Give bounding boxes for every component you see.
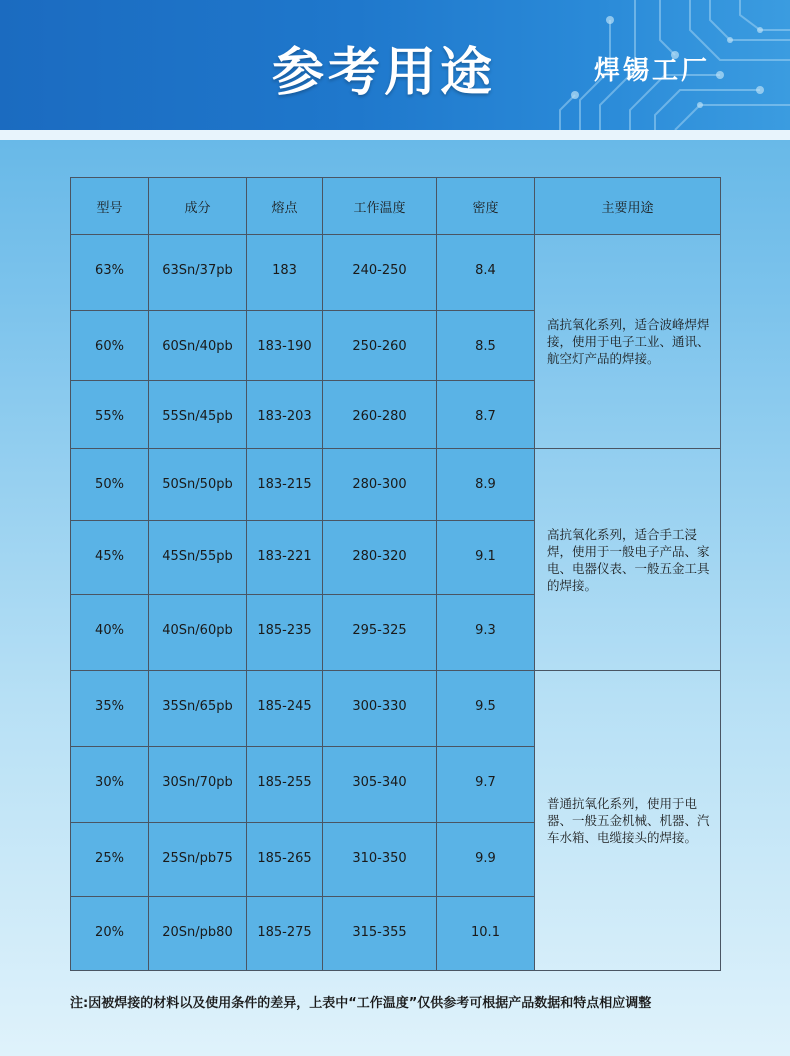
- column-header: 熔点: [247, 178, 323, 235]
- column-header: 成分: [149, 178, 247, 235]
- cell-composition: 25Sn/pb75: [149, 823, 247, 897]
- cell-model: 50%: [71, 449, 149, 521]
- cell-temp: 300-330: [323, 671, 437, 747]
- cell-melting: 185-265: [247, 823, 323, 897]
- cell-temp: 280-320: [323, 521, 437, 595]
- cell-temp: 250-260: [323, 311, 437, 381]
- cell-melting: 185-275: [247, 897, 323, 971]
- table-header-row: [71, 178, 721, 235]
- cell-density: 8.7: [437, 381, 535, 449]
- cell-melting: 185-245: [247, 671, 323, 747]
- header-banner: [0, 0, 790, 130]
- cell-model: 25%: [71, 823, 149, 897]
- cell-temp: 310-350: [323, 823, 437, 897]
- cell-density: 8.5: [437, 311, 535, 381]
- cell-density: 10.1: [437, 897, 535, 971]
- cell-melting: 185-235: [247, 595, 323, 671]
- column-header: 工作温度: [323, 178, 437, 235]
- cell-composition: 55Sn/45pb: [149, 381, 247, 449]
- cell-composition: 45Sn/55pb: [149, 521, 247, 595]
- cell-model: 35%: [71, 671, 149, 747]
- cell-composition: 35Sn/65pb: [149, 671, 247, 747]
- column-header: 密度: [437, 178, 535, 235]
- spec-table: [70, 177, 721, 971]
- cell-density: 9.3: [437, 595, 535, 671]
- cell-composition: 50Sn/50pb: [149, 449, 247, 521]
- header-divider: [0, 130, 790, 140]
- cell-temp: 305-340: [323, 747, 437, 823]
- cell-composition: 63Sn/37pb: [149, 235, 247, 311]
- cell-density: 9.5: [437, 671, 535, 747]
- cell-density: 9.1: [437, 521, 535, 595]
- cell-composition: 60Sn/40pb: [149, 311, 247, 381]
- table-row: [71, 671, 721, 747]
- column-header: 型号: [71, 178, 149, 235]
- page-title: 参考用途: [272, 43, 497, 103]
- column-header: 主要用途: [535, 178, 721, 235]
- cell-density: 8.4: [437, 235, 535, 311]
- cell-melting: 183-190: [247, 311, 323, 381]
- cell-model: 63%: [71, 235, 149, 311]
- cell-density: 9.7: [437, 747, 535, 823]
- cell-temp: 240-250: [323, 235, 437, 311]
- cell-model: 45%: [71, 521, 149, 595]
- cell-density: 9.9: [437, 823, 535, 897]
- cell-composition: 30Sn/70pb: [149, 747, 247, 823]
- cell-melting: 183-221: [247, 521, 323, 595]
- cell-model: 55%: [71, 381, 149, 449]
- cell-temp: 260-280: [323, 381, 437, 449]
- cell-model: 60%: [71, 311, 149, 381]
- cell-melting: 183-215: [247, 449, 323, 521]
- table-row: [71, 449, 721, 521]
- cell-temp: 315-355: [323, 897, 437, 971]
- cell-melting: 183-203: [247, 381, 323, 449]
- cell-composition: 20Sn/pb80: [149, 897, 247, 971]
- cell-temp: 280-300: [323, 449, 437, 521]
- cell-model: 40%: [71, 595, 149, 671]
- cell-usage: 高抗氧化系列，适合波峰焊焊接，使用于电子工业、通讯、航空灯产品的焊接。: [535, 235, 721, 449]
- cell-model: 30%: [71, 747, 149, 823]
- table-row: [71, 235, 721, 311]
- cell-composition: 40Sn/60pb: [149, 595, 247, 671]
- cell-usage: 高抗氧化系列，适合手工浸焊，使用于一般电子产品、家电、电器仪表、一般五金工具的焊接。: [535, 449, 721, 671]
- brand-name: 焊锡工厂: [594, 56, 711, 86]
- cell-model: 20%: [71, 897, 149, 971]
- cell-melting: 183: [247, 235, 323, 311]
- cell-usage: 普通抗氧化系列，使用于电器、一般五金机械、机器、汽车水箱、电缆接头的焊接。: [535, 671, 721, 971]
- cell-temp: 295-325: [323, 595, 437, 671]
- cell-density: 8.9: [437, 449, 535, 521]
- cell-melting: 185-255: [247, 747, 323, 823]
- footnote: 注:因被焊接的材料以及使用条件的差异，上表中“工作温度”仅供参考可根据产品数据和特点相应调整: [70, 996, 652, 1011]
